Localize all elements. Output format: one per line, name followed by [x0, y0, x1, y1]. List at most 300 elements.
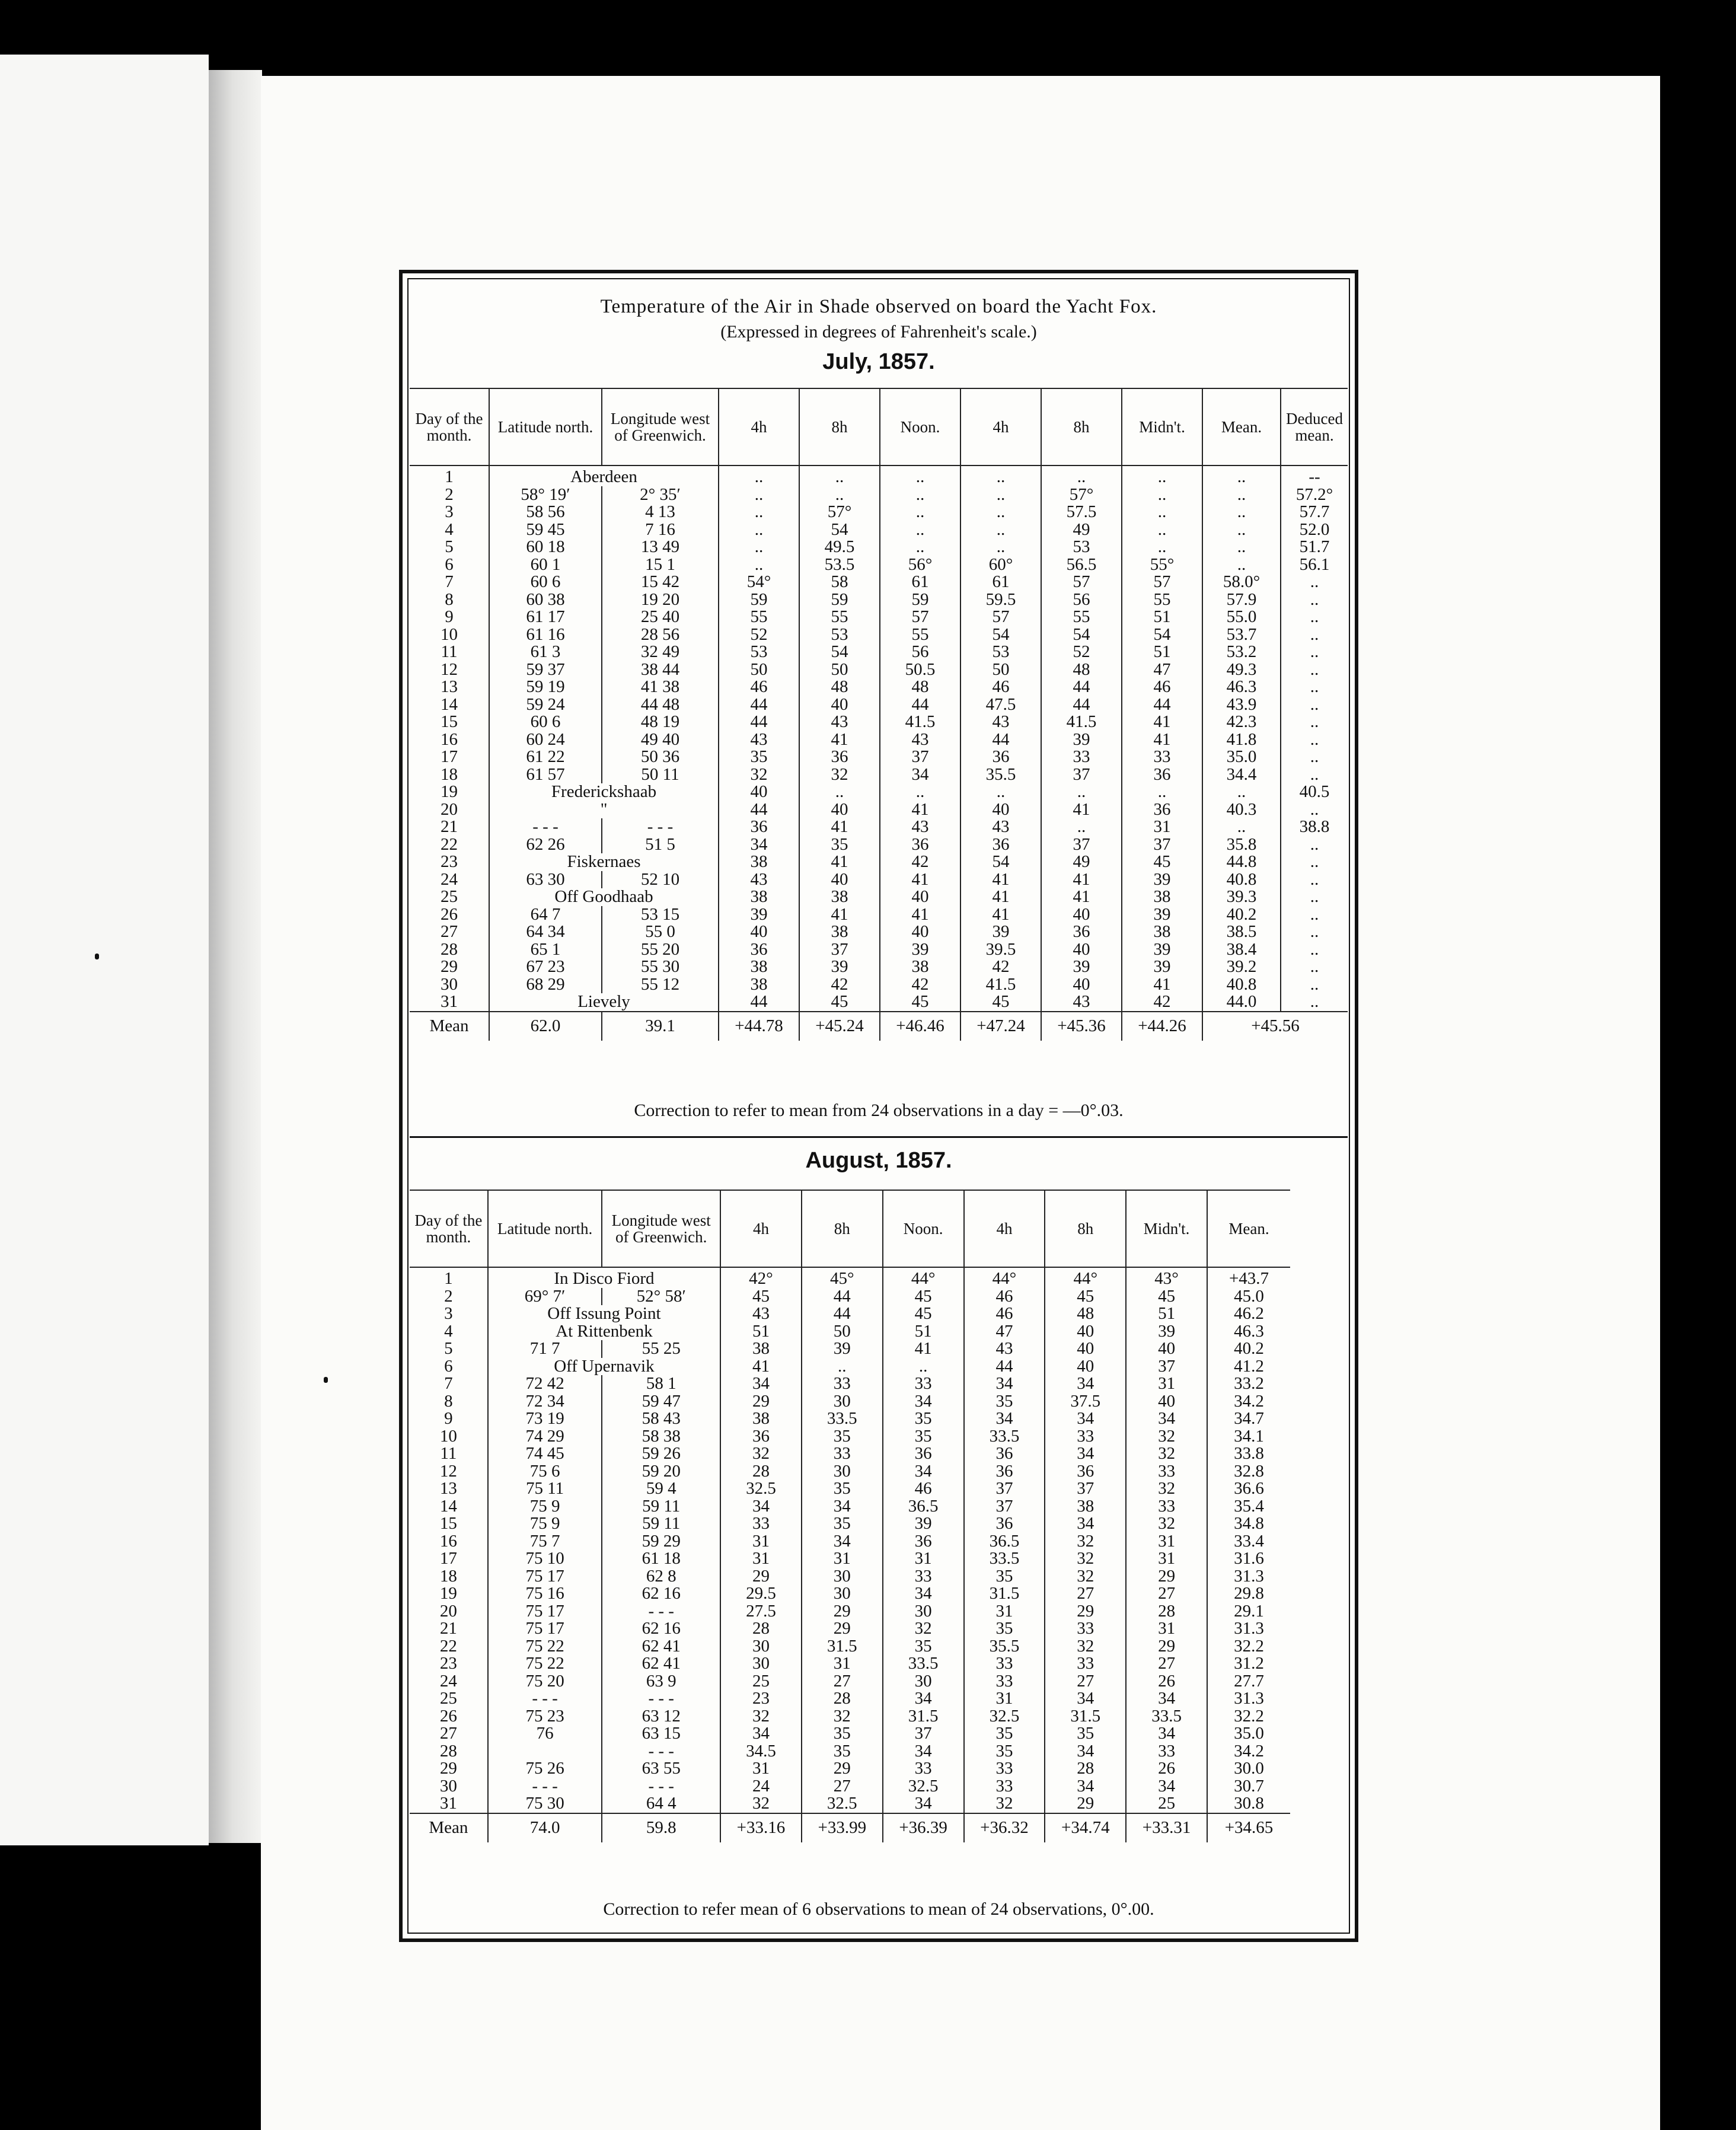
reading-cell: 32: [883, 1620, 964, 1638]
reading-cell: ..: [1281, 626, 1348, 644]
reading-cell: 59: [880, 591, 960, 609]
table-row: [410, 678, 1348, 696]
reading-cell: 57°: [1041, 486, 1122, 504]
longitude-cell: 49 40: [602, 731, 719, 749]
reading-cell: 40.8: [1202, 976, 1281, 994]
mean-cell: +36.32: [964, 1813, 1045, 1842]
reading-cell: ..: [1281, 766, 1348, 784]
reading-cell: 46.3: [1202, 678, 1281, 696]
reading-cell: 31.3: [1207, 1620, 1290, 1638]
reading-cell: ..: [1041, 818, 1122, 836]
reading-cell: 48: [880, 678, 960, 696]
day-cell: 8: [444, 1391, 453, 1411]
reading-cell: ..: [1281, 608, 1348, 626]
reading-cell: 48: [1045, 1305, 1126, 1323]
latitude-cell: 72 34: [488, 1393, 602, 1411]
reading-cell: 43: [799, 713, 880, 731]
reading-cell: 34: [883, 1393, 964, 1411]
table-row: [410, 538, 1348, 556]
reading-cell: 46.3: [1207, 1323, 1290, 1341]
reading-cell: 43: [960, 818, 1041, 836]
reading-cell: +43.7: [1207, 1267, 1290, 1288]
reading-cell: 41: [883, 1340, 964, 1358]
reading-cell: ..: [1202, 521, 1281, 539]
reading-cell: 39: [1122, 941, 1202, 959]
august-column-header: Latitude north.: [488, 1190, 602, 1267]
mean-cell: +45.36: [1041, 1012, 1122, 1041]
july-table: [410, 388, 1348, 1041]
reading-cell: 44°: [1045, 1267, 1126, 1288]
reading-cell: 61: [880, 573, 960, 591]
reading-cell: --: [1281, 465, 1348, 486]
reading-cell: 39: [883, 1515, 964, 1533]
reading-cell: 44: [719, 696, 799, 714]
reading-cell: 35.4: [1207, 1498, 1290, 1516]
reading-cell: 40: [1045, 1358, 1126, 1376]
reading-cell: 45: [720, 1288, 802, 1306]
mean-cell: 59.8: [602, 1813, 720, 1842]
reading-cell: 30: [802, 1568, 883, 1586]
reading-cell: 34: [880, 766, 960, 784]
reading-cell: 38: [799, 923, 880, 941]
reading-cell: 45: [1126, 1288, 1207, 1306]
longitude-cell: 2° 35′: [602, 486, 719, 504]
reading-cell: 30: [802, 1585, 883, 1603]
day-cell: 5: [445, 537, 454, 556]
reading-cell: ..: [960, 521, 1041, 539]
longitude-cell: 62 41: [602, 1638, 720, 1656]
day-cell: 3: [445, 502, 454, 521]
latitude-cell: 75 16: [488, 1585, 602, 1603]
reading-cell: 31: [1126, 1550, 1207, 1568]
reading-cell: 47: [1122, 661, 1202, 679]
reading-cell: 40: [1045, 1323, 1126, 1341]
day-cell: 6: [444, 1356, 453, 1376]
day-cell: 20: [441, 799, 458, 819]
reading-cell: 39.2: [1202, 958, 1281, 976]
reading-cell: 33: [964, 1778, 1045, 1796]
reading-cell: 33: [802, 1375, 883, 1393]
reading-cell: 34: [1126, 1410, 1207, 1428]
reading-cell: 44: [1122, 696, 1202, 714]
reading-cell: 41: [1122, 713, 1202, 731]
latitude-cell: 68 29: [489, 976, 602, 994]
reading-cell: 46: [883, 1480, 964, 1498]
table-row: [410, 556, 1348, 574]
longitude-cell: 50 11: [602, 766, 719, 784]
reading-cell: 36.5: [883, 1498, 964, 1516]
table-row: [410, 783, 1348, 801]
day-cell: 15: [439, 1514, 457, 1533]
reading-cell: 37: [1041, 836, 1122, 854]
reading-cell: 34.7: [1207, 1410, 1290, 1428]
july-column-header: Latitude north.: [489, 388, 602, 465]
day-cell: 18: [441, 764, 458, 784]
reading-cell: 57.7: [1281, 503, 1348, 521]
reading-cell: 32: [802, 1708, 883, 1726]
reading-cell: 44: [1041, 696, 1122, 714]
table-row: [410, 1445, 1290, 1463]
reading-cell: 35.5: [964, 1638, 1045, 1656]
latitude-cell: 74 29: [488, 1428, 602, 1446]
longitude-cell: 59 4: [602, 1480, 720, 1498]
latitude-cell: 59 45: [489, 521, 602, 539]
longitude-cell: 55 25: [602, 1340, 720, 1358]
latitude-cell: 75 30: [488, 1795, 602, 1813]
reading-cell: 53.2: [1202, 643, 1281, 661]
reading-cell: 32: [1126, 1445, 1207, 1463]
mean-cell: +45.24: [799, 1012, 880, 1041]
reading-cell: 36: [964, 1445, 1045, 1463]
reading-cell: 41: [720, 1358, 802, 1376]
reading-cell: ..: [719, 503, 799, 521]
latitude-cell: 74 45: [488, 1445, 602, 1463]
august-column-header: Day of the month.: [410, 1190, 488, 1267]
reading-cell: 39: [802, 1340, 883, 1358]
mean-cell: 39.1: [602, 1012, 719, 1041]
day-cell: 10: [439, 1426, 457, 1446]
august-column-header: 4h: [720, 1190, 802, 1267]
reading-cell: 52.0: [1281, 521, 1348, 539]
reading-cell: 28: [1045, 1760, 1126, 1778]
reading-cell: 29: [1126, 1638, 1207, 1656]
reading-cell: 54: [960, 626, 1041, 644]
reading-cell: 34: [1045, 1410, 1126, 1428]
reading-cell: 43: [719, 871, 799, 889]
reading-cell: 23: [720, 1690, 802, 1708]
mean-cell: 62.0: [489, 1012, 602, 1041]
reading-cell: 45: [883, 1305, 964, 1323]
table-row: [410, 731, 1348, 749]
longitude-cell: 41 38: [602, 678, 719, 696]
reading-cell: 39: [1122, 871, 1202, 889]
reading-cell: 34: [1045, 1743, 1126, 1761]
reading-cell: 32.2: [1207, 1638, 1290, 1656]
reading-cell: 31: [720, 1550, 802, 1568]
reading-cell: 45: [1122, 853, 1202, 871]
table-row: [410, 1533, 1290, 1551]
reading-cell: 42: [960, 958, 1041, 976]
reading-cell: 33.5: [802, 1410, 883, 1428]
reading-cell: 48: [1041, 661, 1122, 679]
reading-cell: 40: [1041, 906, 1122, 924]
table-row: [410, 1267, 1290, 1288]
reading-cell: 44: [719, 713, 799, 731]
reading-cell: 40: [960, 801, 1041, 819]
reading-cell: 44: [802, 1288, 883, 1306]
reading-cell: 57: [880, 608, 960, 626]
reading-cell: 56.1: [1281, 556, 1348, 574]
reading-cell: 39: [880, 941, 960, 959]
reading-cell: 45: [799, 993, 880, 1012]
day-cell: 17: [439, 1549, 457, 1568]
reading-cell: 28: [802, 1690, 883, 1708]
august-column-header: Noon.: [883, 1190, 964, 1267]
mean-cell: +36.39: [883, 1813, 964, 1842]
reading-cell: 53: [719, 643, 799, 661]
reading-cell: 29: [802, 1603, 883, 1621]
day-cell: 12: [439, 1461, 457, 1481]
reading-cell: 56°: [880, 556, 960, 574]
reading-cell: 34.1: [1207, 1428, 1290, 1446]
latitude-cell: 75 9: [488, 1498, 602, 1516]
reading-cell: 55.0: [1202, 608, 1281, 626]
latitude-cell: 61 17: [489, 608, 602, 626]
reading-cell: 45: [883, 1288, 964, 1306]
reading-cell: 51: [1122, 643, 1202, 661]
table-row: [410, 1288, 1290, 1306]
reading-cell: 56: [880, 643, 960, 661]
reading-cell: 31: [883, 1550, 964, 1568]
reading-cell: 40: [719, 923, 799, 941]
table-row: [410, 1585, 1290, 1603]
reading-cell: 38: [880, 958, 960, 976]
reading-cell: 34.2: [1207, 1743, 1290, 1761]
table-row: [410, 486, 1348, 504]
reading-cell: 59.5: [960, 591, 1041, 609]
mean-cell: +44.26: [1122, 1012, 1202, 1041]
reading-cell: 44°: [883, 1267, 964, 1288]
reading-cell: 32: [1126, 1428, 1207, 1446]
reading-cell: 46: [964, 1288, 1045, 1306]
reading-cell: 28: [720, 1620, 802, 1638]
speck: [324, 1377, 328, 1383]
reading-cell: 41.8: [1202, 731, 1281, 749]
longitude-cell: 59 26: [602, 1445, 720, 1463]
reading-cell: 51: [883, 1323, 964, 1341]
table-row: [410, 1655, 1290, 1673]
reading-cell: 57: [960, 608, 1041, 626]
reading-cell: 44: [1041, 678, 1122, 696]
reading-cell: 54: [960, 853, 1041, 871]
longitude-cell: 62 8: [602, 1568, 720, 1586]
reading-cell: ..: [1122, 486, 1202, 504]
reading-cell: 27: [1126, 1655, 1207, 1673]
reading-cell: 35: [964, 1568, 1045, 1586]
reading-cell: 50: [802, 1323, 883, 1341]
reading-cell: ..: [799, 465, 880, 486]
latitude-cell: 61 22: [489, 748, 602, 766]
day-cell: 22: [441, 834, 458, 854]
reading-cell: 32.5: [802, 1795, 883, 1813]
reading-cell: 38.8: [1281, 818, 1348, 836]
reading-cell: 40: [799, 801, 880, 819]
day-cell: 12: [441, 659, 458, 679]
reading-cell: 36: [1045, 1463, 1126, 1481]
reading-cell: 43°: [1126, 1267, 1207, 1288]
reading-cell: 35: [964, 1743, 1045, 1761]
reading-cell: 39: [799, 958, 880, 976]
reading-cell: 44: [960, 731, 1041, 749]
reading-cell: 43: [720, 1305, 802, 1323]
reading-cell: 35: [802, 1515, 883, 1533]
reading-cell: 57: [1122, 573, 1202, 591]
reading-cell: 41: [880, 906, 960, 924]
reading-cell: 33.4: [1207, 1533, 1290, 1551]
longitude-cell: 38 44: [602, 661, 719, 679]
mean-cell: +44.78: [719, 1012, 799, 1041]
reading-cell: ..: [1281, 888, 1348, 906]
latitude-cell: 72 42: [488, 1375, 602, 1393]
latitude-cell: 60 38: [489, 591, 602, 609]
longitude-cell: 62 41: [602, 1655, 720, 1673]
reading-cell: 35: [799, 836, 880, 854]
table-row: [410, 853, 1348, 871]
reading-cell: 30.0: [1207, 1760, 1290, 1778]
reading-cell: ..: [1281, 696, 1348, 714]
reading-cell: 33: [1041, 748, 1122, 766]
table-row: [410, 1515, 1290, 1533]
reading-cell: 34: [883, 1690, 964, 1708]
day-cell: 26: [441, 904, 458, 924]
table-row: [410, 836, 1348, 854]
reading-cell: 53: [1041, 538, 1122, 556]
longitude-cell: 51 5: [602, 836, 719, 854]
latitude-cell: 60 6: [489, 573, 602, 591]
reading-cell: 54: [799, 521, 880, 539]
reading-cell: 30.8: [1207, 1795, 1290, 1813]
reading-cell: 54: [799, 643, 880, 661]
reading-cell: 60°: [960, 556, 1041, 574]
table-row: [410, 906, 1348, 924]
reading-cell: 53.7: [1202, 626, 1281, 644]
mean-row: [410, 1813, 1290, 1842]
july-column-header: Day of the month.: [410, 388, 489, 465]
reading-cell: 41: [1122, 731, 1202, 749]
day-cell: 17: [441, 747, 458, 766]
reading-cell: 57.5: [1041, 503, 1122, 521]
location-cell: Off Upernavik: [488, 1358, 720, 1376]
table-row: [410, 871, 1348, 889]
reading-cell: 36: [964, 1515, 1045, 1533]
longitude-cell: 59 11: [602, 1498, 720, 1516]
august-table: [410, 1190, 1290, 1842]
reading-cell: 52: [1041, 643, 1122, 661]
reading-cell: 41: [799, 906, 880, 924]
reading-cell: ..: [960, 538, 1041, 556]
reading-cell: 33: [1122, 748, 1202, 766]
reading-cell: 47: [964, 1323, 1045, 1341]
reading-cell: ..: [1122, 503, 1202, 521]
reading-cell: 36.5: [964, 1533, 1045, 1551]
reading-cell: ..: [883, 1358, 964, 1376]
july-column-header: 4h: [960, 388, 1041, 465]
reading-cell: 32: [719, 766, 799, 784]
reading-cell: 32: [1045, 1638, 1126, 1656]
reading-cell: ..: [1281, 836, 1348, 854]
mean-cell: +47.24: [960, 1012, 1041, 1041]
table-row: [410, 1603, 1290, 1621]
reading-cell: 36: [960, 748, 1041, 766]
reading-cell: 59: [799, 591, 880, 609]
latitude-cell: - - -: [488, 1690, 602, 1708]
left-page-edge: [0, 55, 209, 1845]
day-cell: 5: [444, 1339, 453, 1358]
reading-cell: 40: [719, 783, 799, 801]
latitude-cell: 62 26: [489, 836, 602, 854]
reading-cell: ..: [1281, 958, 1348, 976]
book-gutter: [209, 70, 262, 1843]
july-correction: Correction to refer to mean from 24 observations in a day = —0°.03.: [634, 1101, 1124, 1120]
reading-cell: 33: [1126, 1498, 1207, 1516]
reading-cell: 52: [719, 626, 799, 644]
day-cell: 29: [441, 957, 458, 976]
table-row: [410, 573, 1348, 591]
location-cell: Lievely: [489, 993, 719, 1012]
mean-cell: +33.99: [802, 1813, 883, 1842]
location-cell: At Rittenbenk: [488, 1323, 720, 1341]
july-column-header: 8h: [799, 388, 880, 465]
reading-cell: 35: [1045, 1725, 1126, 1743]
latitude-cell: - - -: [489, 818, 602, 836]
reading-cell: 40.8: [1202, 871, 1281, 889]
table-row: [410, 661, 1348, 679]
day-cell: 2: [445, 484, 454, 504]
reading-cell: ..: [1281, 906, 1348, 924]
table-row: [410, 1620, 1290, 1638]
reading-cell: 32: [1045, 1550, 1126, 1568]
location-cell: Off Goodhaab: [489, 888, 719, 906]
latitude-cell: 71 7: [488, 1340, 602, 1358]
reading-cell: 33.5: [964, 1550, 1045, 1568]
mean-cell: +33.31: [1126, 1813, 1207, 1842]
reading-cell: 34: [1126, 1690, 1207, 1708]
reading-cell: 31.2: [1207, 1655, 1290, 1673]
reading-cell: 37: [880, 748, 960, 766]
reading-cell: 49: [1041, 521, 1122, 539]
reading-cell: 41: [1041, 801, 1122, 819]
reading-cell: ..: [1281, 941, 1348, 959]
reading-cell: 38: [719, 976, 799, 994]
reading-cell: 43: [960, 713, 1041, 731]
latitude-cell: 75 20: [488, 1673, 602, 1691]
reading-cell: 34: [720, 1375, 802, 1393]
table-row: [410, 696, 1348, 714]
longitude-cell: 32 49: [602, 643, 719, 661]
reading-cell: 33: [1126, 1463, 1207, 1481]
reading-cell: 27: [802, 1673, 883, 1691]
reading-cell: 51: [1126, 1305, 1207, 1323]
reading-cell: 41.5: [880, 713, 960, 731]
reading-cell: ..: [1122, 538, 1202, 556]
table-row: [410, 993, 1348, 1012]
reading-cell: 34: [1045, 1690, 1126, 1708]
table-row: [410, 1568, 1290, 1586]
reading-cell: 29: [1045, 1795, 1126, 1813]
july-column-header: Mean.: [1202, 388, 1281, 465]
day-cell: 11: [440, 1444, 457, 1463]
reading-cell: 45: [880, 993, 960, 1012]
reading-cell: 39: [1126, 1323, 1207, 1341]
reading-cell: 39.3: [1202, 888, 1281, 906]
reading-cell: 30: [883, 1673, 964, 1691]
longitude-cell: 63 15: [602, 1725, 720, 1743]
longitude-cell: 7 16: [602, 521, 719, 539]
reading-cell: 38: [719, 888, 799, 906]
reading-cell: 44.0: [1202, 993, 1281, 1012]
latitude-cell: 75 22: [488, 1655, 602, 1673]
reading-cell: 36: [883, 1445, 964, 1463]
reading-cell: 38.5: [1202, 923, 1281, 941]
reading-cell: 34: [720, 1498, 802, 1516]
reading-cell: 31.3: [1207, 1690, 1290, 1708]
reading-cell: ..: [1202, 503, 1281, 521]
reading-cell: 29: [802, 1760, 883, 1778]
latitude-cell: 58 56: [489, 503, 602, 521]
reading-cell: 29.8: [1207, 1585, 1290, 1603]
table-row: [410, 1795, 1290, 1813]
reading-cell: 27.5: [720, 1603, 802, 1621]
